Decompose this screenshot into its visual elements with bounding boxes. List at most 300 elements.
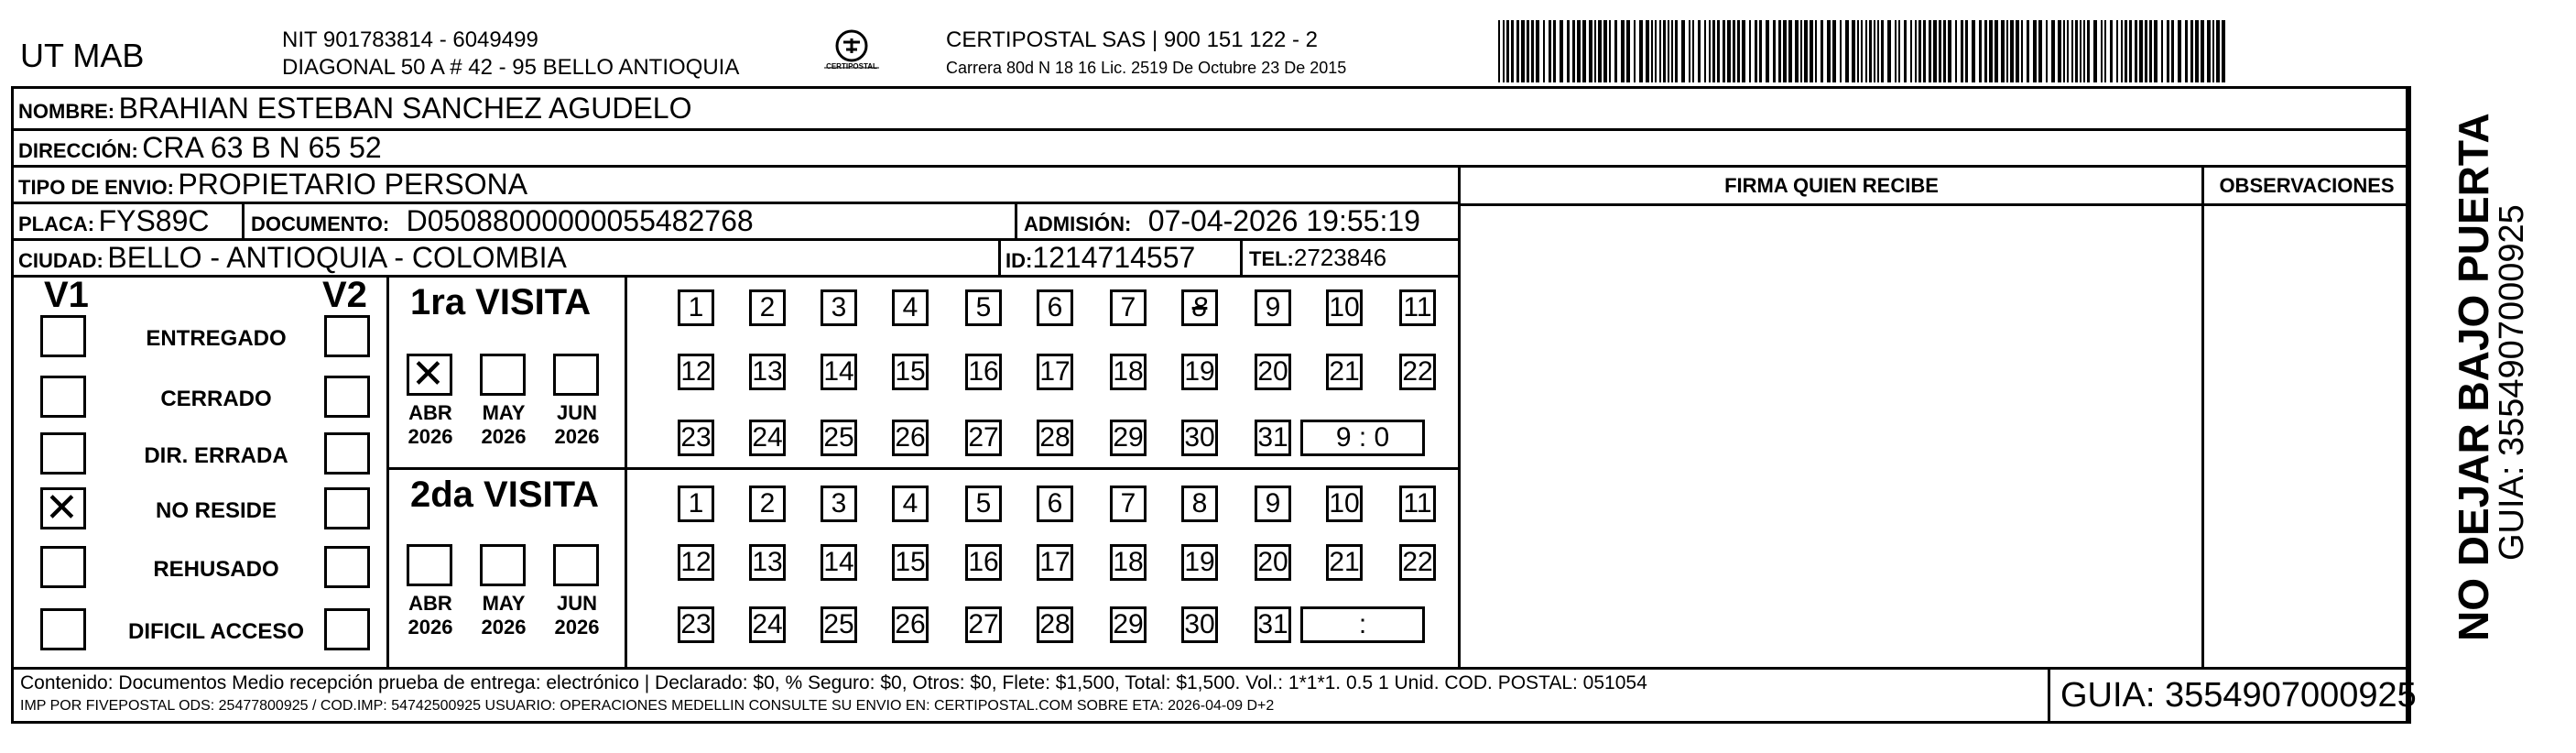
day-number: 13 bbox=[752, 547, 783, 577]
v2-checkbox[interactable] bbox=[324, 376, 370, 418]
city-cell bbox=[18, 241, 567, 275]
day-number: 25 bbox=[823, 422, 854, 453]
status-label: REHUSADO bbox=[153, 557, 279, 582]
month-label: ABR 2026 bbox=[408, 401, 453, 448]
day-box[interactable] bbox=[892, 486, 929, 522]
barcode-bar bbox=[1904, 20, 1907, 82]
day-number: 11 bbox=[1403, 488, 1432, 518]
day-box[interactable] bbox=[1110, 606, 1147, 643]
day-box[interactable] bbox=[749, 544, 786, 581]
time-box[interactable] bbox=[1300, 606, 1425, 643]
check-mark-icon: ✕ bbox=[411, 351, 445, 398]
barcode-bar bbox=[1827, 20, 1831, 82]
barcode-bar bbox=[1832, 20, 1836, 82]
signature-header: FIRMA QUIEN RECIBE bbox=[1724, 174, 1939, 197]
barcode-bar bbox=[1692, 20, 1694, 82]
day-box[interactable] bbox=[965, 606, 1002, 643]
signature-left-border bbox=[1458, 165, 1461, 667]
day-box[interactable] bbox=[1255, 486, 1291, 522]
barcode-bar bbox=[2121, 20, 2123, 82]
day-box[interactable] bbox=[821, 486, 857, 522]
barcode-bar bbox=[2125, 20, 2127, 82]
barcode-bar bbox=[1572, 20, 1575, 82]
barcode-bar bbox=[1560, 20, 1563, 82]
day-number: 2 bbox=[759, 292, 776, 322]
v1-checkbox[interactable] bbox=[40, 315, 86, 357]
day-number: 29 bbox=[1113, 422, 1144, 453]
day-number: 10 bbox=[1329, 488, 1360, 518]
barcode-bar bbox=[1887, 20, 1891, 82]
day-box[interactable] bbox=[1326, 289, 1363, 326]
day-box[interactable] bbox=[965, 354, 1002, 390]
id-divider bbox=[998, 238, 1001, 275]
side-border bbox=[2408, 86, 2411, 724]
barcode-bar bbox=[1815, 20, 1817, 82]
day-number: 30 bbox=[1184, 422, 1215, 453]
day-box[interactable] bbox=[1110, 486, 1147, 522]
barcode-bar bbox=[2021, 20, 2023, 82]
day-box[interactable] bbox=[1326, 354, 1363, 390]
month-checkbox[interactable] bbox=[407, 351, 452, 398]
day-box[interactable] bbox=[678, 486, 714, 522]
barcode-bar bbox=[1881, 20, 1884, 82]
day-box[interactable] bbox=[1181, 544, 1218, 581]
day-box[interactable] bbox=[749, 420, 786, 456]
day-box[interactable] bbox=[892, 289, 929, 326]
barcode-bar bbox=[1923, 20, 1926, 82]
day-number: 15 bbox=[895, 547, 926, 577]
barcode-bar bbox=[2216, 20, 2220, 82]
day-box[interactable] bbox=[1255, 606, 1291, 643]
day-box[interactable] bbox=[749, 289, 786, 326]
day-box[interactable] bbox=[965, 420, 1002, 456]
company-name: CERTIPOSTAL SAS | 900 151 122 - 2 bbox=[946, 27, 1318, 52]
day-number: 2 bbox=[759, 488, 776, 518]
observations-left-border bbox=[2201, 165, 2204, 667]
day-box[interactable] bbox=[821, 420, 857, 456]
barcode-bar bbox=[2087, 20, 2090, 82]
barcode-bar bbox=[2201, 20, 2204, 82]
day-number: 12 bbox=[680, 356, 712, 387]
footer-guide: GUIA: 3554907000925 bbox=[2060, 676, 2417, 715]
id-value: 1214714557 bbox=[1032, 241, 1196, 274]
barcode-bar bbox=[2058, 20, 2061, 82]
barcode-bar bbox=[1755, 20, 1757, 82]
barcode-bar bbox=[1717, 20, 1720, 82]
day-number: 6 bbox=[1047, 292, 1063, 322]
barcode-bar bbox=[1961, 20, 1963, 82]
barcode-bar bbox=[2083, 20, 2085, 82]
month-label: JUN 2026 bbox=[554, 401, 600, 448]
day-box[interactable] bbox=[892, 420, 929, 456]
barcode-bar bbox=[1498, 20, 1500, 82]
day-number: 8 bbox=[1191, 488, 1208, 518]
type-row bbox=[18, 168, 527, 202]
tel-value: 2723846 bbox=[1293, 244, 1387, 271]
barcode-bar bbox=[1506, 20, 1509, 82]
day-number: 26 bbox=[895, 609, 926, 639]
day-number: 26 bbox=[895, 422, 926, 453]
day-box[interactable] bbox=[1110, 289, 1147, 326]
v2-checkbox[interactable] bbox=[324, 487, 370, 529]
barcode-bar bbox=[2038, 20, 2042, 82]
barcode-bar bbox=[2110, 20, 2113, 82]
day-number: 20 bbox=[1257, 547, 1288, 577]
barcode-bar bbox=[2063, 20, 2065, 82]
day-number: 9 bbox=[1265, 292, 1281, 322]
month-checkbox[interactable] bbox=[407, 544, 452, 586]
barcode-bar bbox=[1727, 20, 1731, 82]
month-checkbox[interactable] bbox=[553, 544, 599, 586]
barcode-bar bbox=[1788, 20, 1792, 82]
barcode-bar bbox=[2171, 20, 2174, 82]
side-guide: GUIA: 3554907000925 bbox=[2493, 204, 2531, 561]
barcode-bar bbox=[1582, 20, 1586, 82]
day-number: 14 bbox=[823, 547, 854, 577]
barcode-bar bbox=[2001, 20, 2005, 82]
day-box[interactable] bbox=[749, 486, 786, 522]
barcode-bar bbox=[1989, 20, 1993, 82]
observations-area[interactable] bbox=[2207, 207, 2407, 663]
v2-checkbox[interactable] bbox=[324, 608, 370, 650]
day-box[interactable] bbox=[821, 289, 857, 326]
barcode-bar bbox=[2101, 20, 2103, 82]
barcode-bar bbox=[1598, 20, 1602, 82]
day-box[interactable] bbox=[1037, 289, 1073, 326]
v2-checkbox[interactable] bbox=[324, 315, 370, 357]
day-number: 23 bbox=[680, 609, 712, 639]
barcode-bar bbox=[1689, 20, 1690, 82]
day-box[interactable] bbox=[1326, 486, 1363, 522]
barcode-bar bbox=[1549, 20, 1551, 82]
status-divider bbox=[386, 275, 389, 667]
plate-value: FYS89C bbox=[98, 204, 210, 237]
barcode-bar bbox=[1810, 20, 1813, 82]
day-number: 8 bbox=[1191, 292, 1208, 322]
barcode-bar bbox=[1840, 20, 1842, 82]
barcode-bar bbox=[1898, 20, 1900, 82]
status-label: DIFICIL ACCESO bbox=[127, 619, 304, 644]
day-number: 31 bbox=[1257, 422, 1288, 453]
barcode-bar bbox=[1639, 20, 1643, 82]
barcode-bar bbox=[2149, 20, 2152, 82]
day-box[interactable] bbox=[1037, 544, 1073, 581]
barcode-bar bbox=[2046, 20, 2048, 82]
month-checkbox[interactable] bbox=[553, 354, 599, 396]
barcode-bar bbox=[1723, 20, 1725, 82]
company-license: Carrera 80d N 18 16 Lic. 2519 De Octubre 23 De 2015 bbox=[946, 59, 1347, 77]
footer-imp: IMP POR FIVEPOSTAL ODS: 25477800925 / COD.IMP: 54742500925 USUARIO: OPERACIONES MEDELLIN CONSULTE SU ENVIO EN: CERTIPOSTAL.COM SOBRE ETA: 2026-04-09 D+2 bbox=[20, 698, 1275, 714]
day-number: 9 bbox=[1265, 488, 1281, 518]
barcode-bar bbox=[1536, 20, 1539, 82]
day-number: 5 bbox=[975, 488, 992, 518]
barcode-bar bbox=[1874, 20, 1875, 82]
day-box[interactable] bbox=[1399, 486, 1436, 522]
right-header-underline bbox=[1458, 203, 2408, 206]
document-value: D05088000000055482768 bbox=[406, 204, 754, 237]
id-cell bbox=[1005, 241, 1195, 275]
v2-checkbox[interactable] bbox=[324, 432, 370, 475]
barcode-bar bbox=[1651, 20, 1653, 82]
day-number: 27 bbox=[968, 422, 999, 453]
barcode-bar bbox=[2135, 20, 2137, 82]
sender-address: DIAGONAL 50 A # 42 - 95 BELLO ANTIOQUIA bbox=[282, 55, 740, 80]
barcode-bar bbox=[2178, 20, 2181, 82]
barcode-bar bbox=[1994, 20, 1998, 82]
day-box[interactable] bbox=[1110, 544, 1147, 581]
barcode-bar bbox=[1737, 20, 1740, 82]
day-box[interactable] bbox=[1181, 486, 1218, 522]
day-box[interactable] bbox=[1399, 354, 1436, 390]
barcode-bar bbox=[1659, 20, 1661, 82]
barcode-bar bbox=[1626, 20, 1630, 82]
barcode-bar bbox=[1852, 20, 1855, 82]
barcode-bar bbox=[2167, 20, 2169, 82]
barcode-bar bbox=[1869, 20, 1872, 82]
barcode-bar bbox=[1516, 20, 1519, 82]
name-label: NOMBRE: bbox=[18, 100, 115, 123]
day-number: 29 bbox=[1113, 609, 1144, 639]
day-box[interactable] bbox=[1399, 544, 1436, 581]
day-number: 18 bbox=[1113, 356, 1144, 387]
status-label: DIR. ERRADA bbox=[144, 443, 288, 468]
barcode-bar bbox=[2195, 20, 2199, 82]
barcode-bar bbox=[2067, 20, 2069, 82]
barcode-bar bbox=[2154, 20, 2158, 82]
month-checkbox[interactable] bbox=[480, 544, 526, 586]
barcode-bar bbox=[1877, 20, 1879, 82]
tel-label: TEL: bbox=[1249, 247, 1294, 270]
day-box[interactable] bbox=[965, 544, 1002, 581]
day-box[interactable] bbox=[1255, 354, 1291, 390]
barcode-bar bbox=[1955, 20, 1957, 82]
day-box[interactable] bbox=[749, 606, 786, 643]
day-box[interactable] bbox=[1037, 420, 1073, 456]
day-box[interactable] bbox=[1037, 486, 1073, 522]
day-number: 22 bbox=[1402, 547, 1433, 577]
day-box[interactable] bbox=[965, 486, 1002, 522]
day-number: 30 bbox=[1184, 609, 1215, 639]
day-box[interactable] bbox=[1255, 420, 1291, 456]
v1-checkbox[interactable] bbox=[40, 376, 86, 418]
day-box[interactable] bbox=[821, 354, 857, 390]
nit-text: NIT 901783814 - 6049499 bbox=[282, 27, 538, 52]
time-value: : bbox=[1358, 609, 1367, 639]
barcode-bar bbox=[1804, 20, 1808, 82]
status-label: NO RESIDE bbox=[155, 498, 277, 523]
brand-name: UT MAB bbox=[20, 37, 145, 74]
barcode-bar bbox=[1733, 20, 1735, 82]
second-visit-title: 2da VISITA bbox=[410, 475, 599, 515]
barcode-bar bbox=[2051, 20, 2055, 82]
barcode-bar bbox=[1979, 20, 1982, 82]
barcode-bar bbox=[1521, 20, 1525, 82]
day-box[interactable] bbox=[892, 354, 929, 390]
day-number: 25 bbox=[823, 609, 854, 639]
barcode-bar bbox=[1646, 20, 1649, 82]
barcode-bar bbox=[1783, 20, 1787, 82]
day-number: 28 bbox=[1039, 609, 1071, 639]
day-box[interactable] bbox=[1110, 354, 1147, 390]
barcode-bar bbox=[1895, 20, 1897, 82]
day-box[interactable] bbox=[678, 606, 714, 643]
day-number: 28 bbox=[1039, 422, 1071, 453]
barcode bbox=[1498, 20, 2226, 82]
barcode-bar bbox=[2016, 20, 2019, 82]
barcode-bar bbox=[1800, 20, 1802, 82]
day-box[interactable] bbox=[1037, 354, 1073, 390]
day-box[interactable] bbox=[1326, 544, 1363, 581]
barcode-bar bbox=[1704, 20, 1706, 82]
barcode-bar bbox=[2212, 20, 2214, 82]
shipment-type: PROPIETARIO PERSONA bbox=[178, 168, 528, 201]
type-label: TIPO DE ENVIO: bbox=[18, 176, 174, 199]
barcode-bar bbox=[2071, 20, 2073, 82]
day-box[interactable] bbox=[1181, 606, 1218, 643]
v1-checkbox[interactable] bbox=[40, 608, 86, 650]
visit-divider bbox=[386, 467, 1458, 470]
v1-checkbox[interactable] bbox=[40, 432, 86, 475]
barcode-bar bbox=[1634, 20, 1636, 82]
barcode-bar bbox=[1910, 20, 1912, 82]
barcode-bar bbox=[2190, 20, 2193, 82]
footer-guide-divider bbox=[2048, 667, 2050, 724]
day-box[interactable] bbox=[892, 544, 929, 581]
day-number: 4 bbox=[902, 292, 918, 322]
barcode-bar bbox=[1795, 20, 1799, 82]
day-number: 16 bbox=[968, 547, 999, 577]
time-box[interactable] bbox=[1300, 420, 1425, 456]
day-box[interactable] bbox=[749, 354, 786, 390]
logo-text: CERTIPOSTAL bbox=[826, 62, 877, 71]
day-box[interactable] bbox=[892, 606, 929, 643]
barcode-bar bbox=[2010, 20, 2014, 82]
day-box[interactable] bbox=[1181, 289, 1218, 326]
day-box[interactable] bbox=[1181, 420, 1218, 456]
barcode-bar bbox=[1965, 20, 1968, 82]
barcode-bar bbox=[2080, 20, 2081, 82]
day-box[interactable] bbox=[1181, 354, 1218, 390]
barcode-bar bbox=[1861, 20, 1863, 82]
month-checkbox[interactable] bbox=[480, 354, 526, 396]
day-box[interactable] bbox=[678, 289, 714, 326]
id-label: ID: bbox=[1005, 249, 1033, 272]
barcode-bar bbox=[1603, 20, 1607, 82]
v1-checkbox[interactable] bbox=[40, 546, 86, 588]
barcode-bar bbox=[1671, 20, 1673, 82]
address-label: DIRECCIÓN: bbox=[18, 139, 138, 162]
v1-checkbox[interactable] bbox=[40, 487, 86, 529]
barcode-bar bbox=[1915, 20, 1917, 82]
plate-cell bbox=[18, 204, 210, 238]
side-warning: NO DEJAR BAJO PUERTA bbox=[2450, 113, 2497, 641]
recipient-address: CRA 63 B N 65 52 bbox=[142, 131, 382, 164]
barcode-bar bbox=[1577, 20, 1581, 82]
barcode-bar bbox=[1939, 20, 1941, 82]
day-number: 1 bbox=[688, 488, 704, 518]
day-box[interactable] bbox=[1399, 289, 1436, 326]
day-number: 11 bbox=[1403, 292, 1432, 322]
barcode-bar bbox=[1589, 20, 1592, 82]
barcode-bar bbox=[2093, 20, 2097, 82]
day-number: 6 bbox=[1047, 488, 1063, 518]
day-number: 23 bbox=[680, 422, 712, 453]
day-box[interactable] bbox=[678, 420, 714, 456]
barcode-bar bbox=[2033, 20, 2037, 82]
barcode-bar bbox=[1543, 20, 1545, 82]
barcode-bar bbox=[1749, 20, 1751, 82]
barcode-bar bbox=[2185, 20, 2188, 82]
day-number: 17 bbox=[1039, 547, 1071, 577]
day-box[interactable] bbox=[1255, 544, 1291, 581]
day-number: 27 bbox=[968, 609, 999, 639]
city-value: BELLO - ANTIOQUIA - COLOMBIA bbox=[107, 241, 567, 274]
barcode-bar bbox=[1663, 20, 1666, 82]
barcode-bar bbox=[1759, 20, 1762, 82]
day-number: 3 bbox=[831, 292, 847, 322]
barcode-bar bbox=[2145, 20, 2147, 82]
day-number: 13 bbox=[752, 356, 783, 387]
barcode-bar bbox=[1531, 20, 1534, 82]
barcode-bar bbox=[1929, 20, 1931, 82]
barcode-bar bbox=[1918, 20, 1921, 82]
barcode-bar bbox=[1933, 20, 1937, 82]
v2-checkbox[interactable] bbox=[324, 546, 370, 588]
time-value: 9 : 0 bbox=[1335, 422, 1390, 453]
admission-divider bbox=[1015, 202, 1017, 238]
month-label: ABR 2026 bbox=[408, 592, 453, 638]
day-box[interactable] bbox=[821, 544, 857, 581]
day-box[interactable] bbox=[678, 544, 714, 581]
day-number: 5 bbox=[975, 292, 992, 322]
admission-cell bbox=[1024, 204, 1420, 238]
barcode-bar bbox=[1675, 20, 1678, 82]
barcode-bar bbox=[1948, 20, 1951, 82]
day-number: 14 bbox=[823, 356, 854, 387]
day-number: 20 bbox=[1257, 356, 1288, 387]
barcode-bar bbox=[1712, 20, 1715, 82]
day-number: 31 bbox=[1257, 609, 1288, 639]
day-box[interactable] bbox=[1037, 606, 1073, 643]
tel-cell bbox=[1249, 244, 1386, 272]
day-box[interactable] bbox=[1255, 289, 1291, 326]
barcode-bar bbox=[1594, 20, 1596, 82]
day-number: 10 bbox=[1329, 292, 1360, 322]
plate-divider bbox=[242, 202, 245, 238]
day-number: 21 bbox=[1329, 356, 1360, 387]
v2-label: V2 bbox=[322, 275, 367, 315]
barcode-bar bbox=[1553, 20, 1556, 82]
barcode-bar bbox=[1709, 20, 1711, 82]
barcode-bar bbox=[1972, 20, 1975, 82]
barcode-bar bbox=[1742, 20, 1745, 82]
barcode-bar bbox=[1567, 20, 1570, 82]
barcode-bar bbox=[1655, 20, 1657, 82]
day-number: 3 bbox=[831, 488, 847, 518]
footer-content: Contenido: Documentos Medio recepción prueba de entrega: electrónico | Declarado: $0, % Seguro: $0, Otros: $0, Flete: $1,500, Total: $1,500. Vol.: 1*1*1. 0.5 1 Unid. COD. POSTAL: 051054 bbox=[20, 672, 1647, 693]
barcode-bar bbox=[1865, 20, 1867, 82]
signature-area[interactable] bbox=[1463, 207, 2200, 663]
day-box[interactable] bbox=[678, 354, 714, 390]
barcode-bar bbox=[1614, 20, 1617, 82]
day-number: 16 bbox=[968, 356, 999, 387]
barcode-bar bbox=[1943, 20, 1946, 82]
day-box[interactable] bbox=[821, 606, 857, 643]
day-box[interactable] bbox=[1110, 420, 1147, 456]
admission-value: 07-04-2026 19:55:19 bbox=[1147, 204, 1420, 237]
day-box[interactable] bbox=[965, 289, 1002, 326]
day-number: 4 bbox=[902, 488, 918, 518]
